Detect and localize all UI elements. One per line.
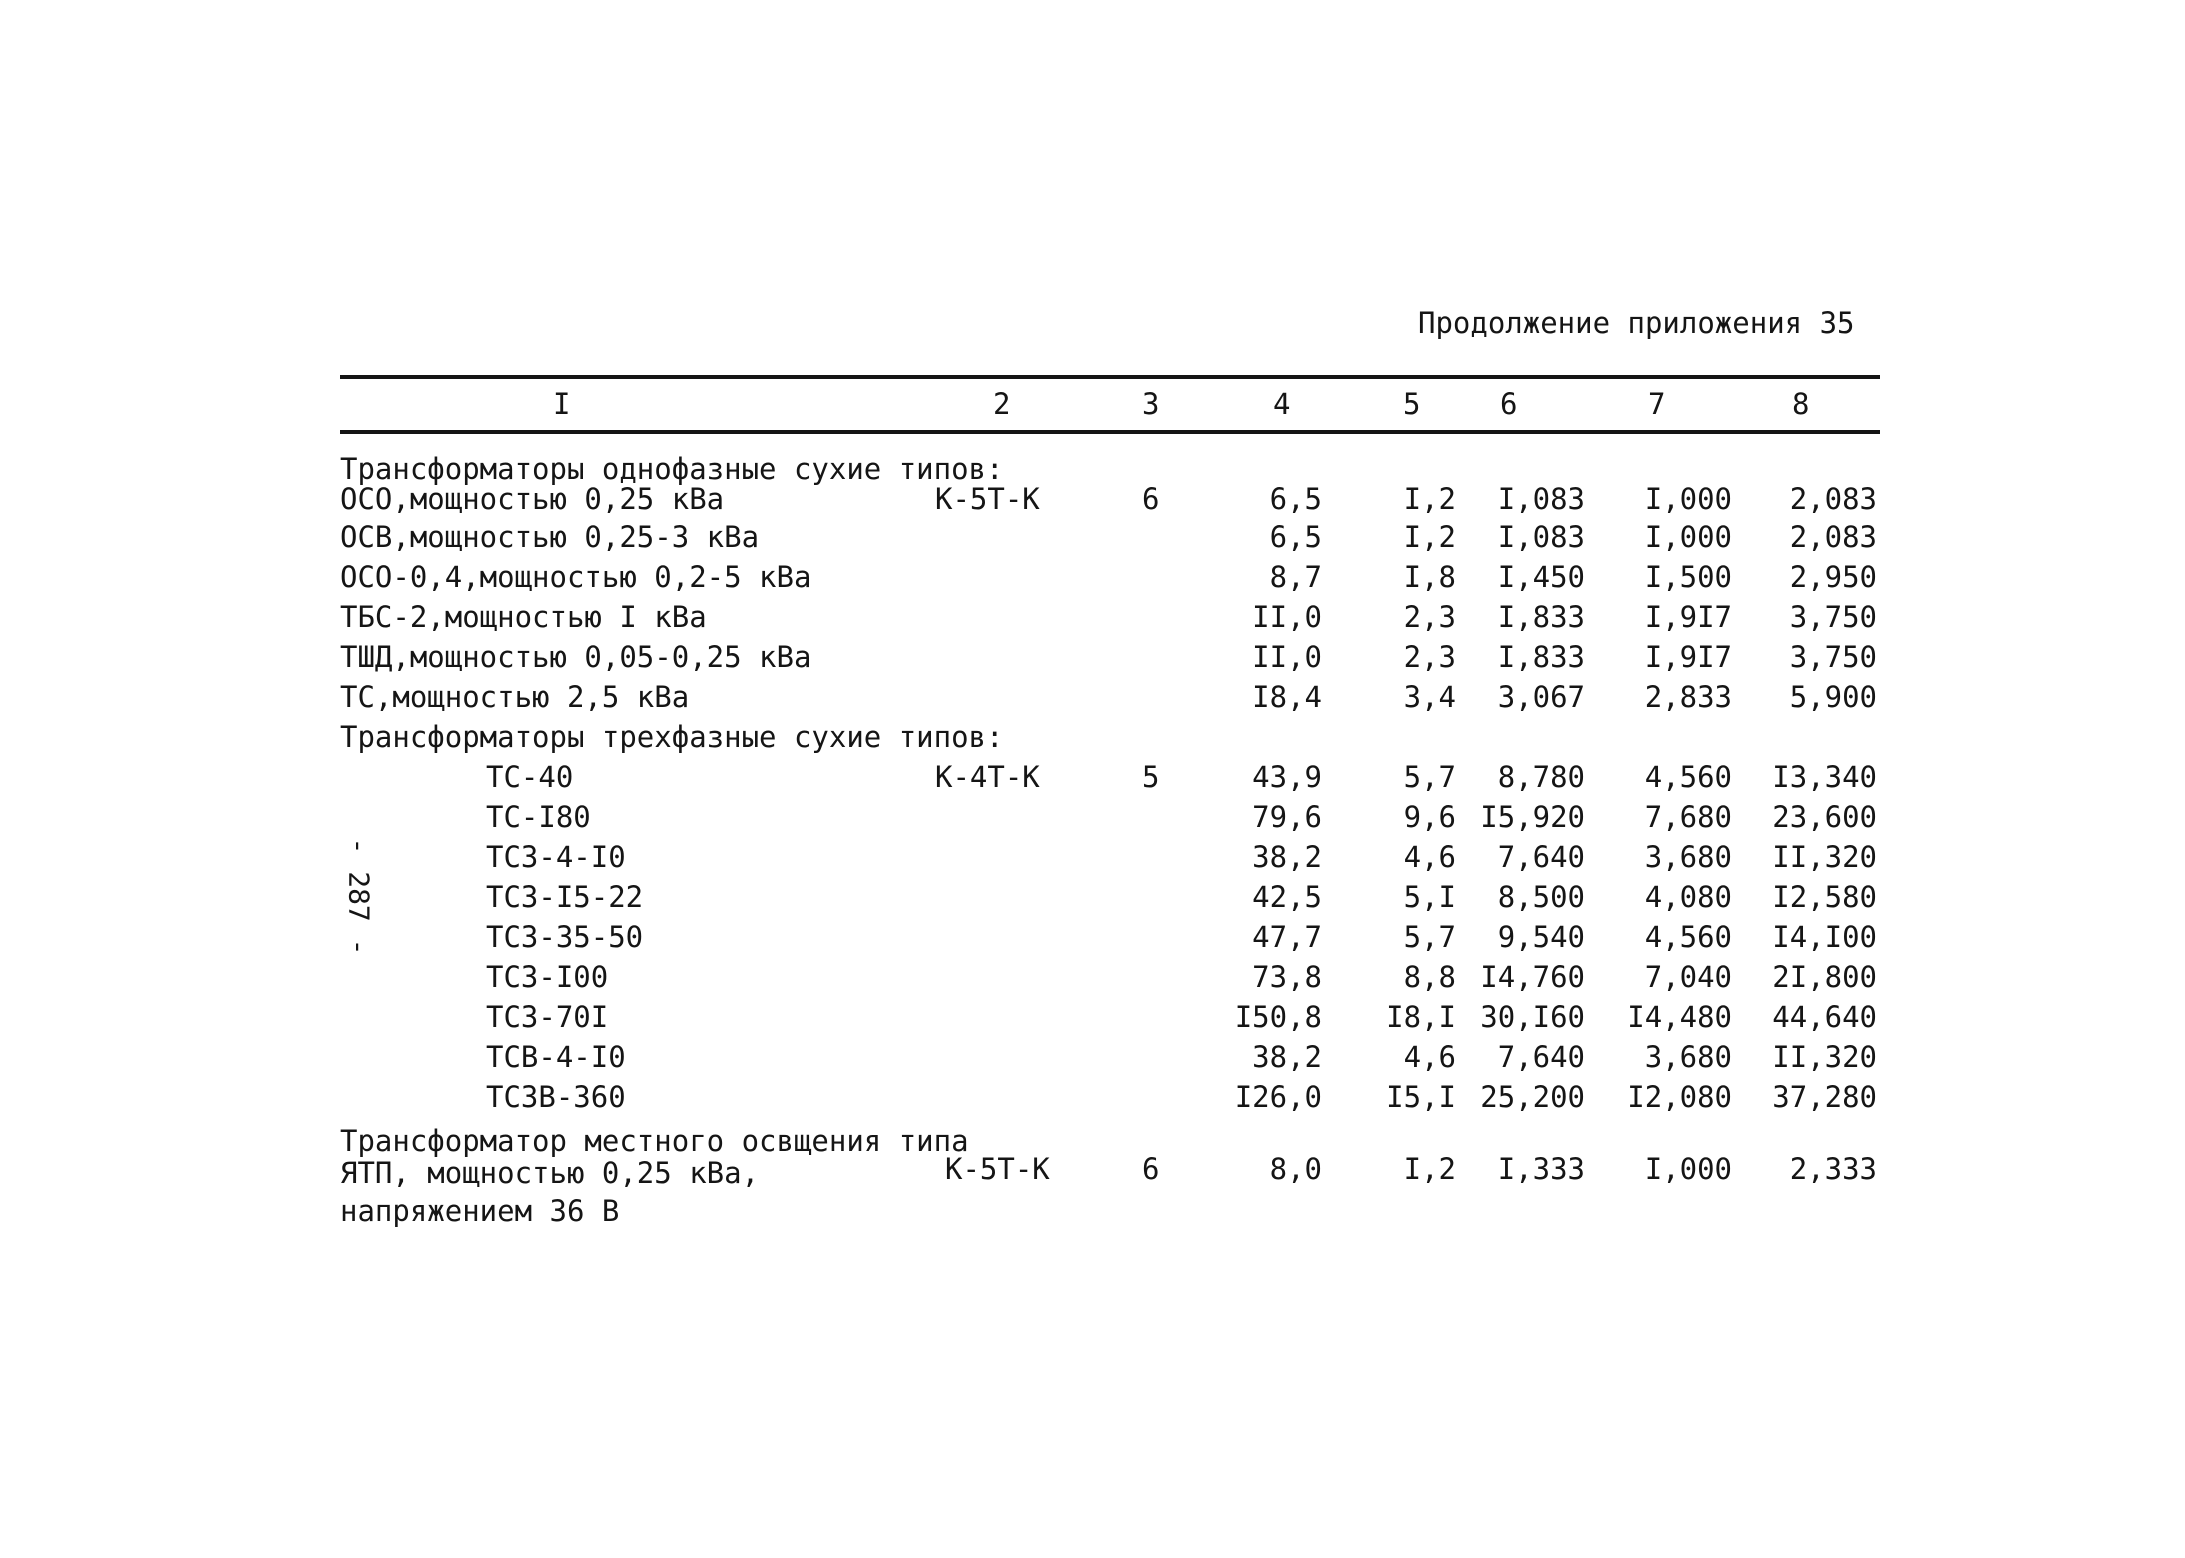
table-cell-c4: 43,9 [1252, 760, 1322, 794]
page-header: Продолжение приложения 35 [1418, 306, 1855, 340]
table-cell-c5: I,2 [1403, 482, 1456, 516]
table-cell-c4: 8,7 [1269, 560, 1322, 594]
table-cell-c8: I2,580 [1772, 880, 1877, 914]
table-cell-c7: 3,680 [1644, 1040, 1732, 1074]
table-cell-c7: I,000 [1644, 482, 1732, 516]
table-row-name: ТСЗ-I5-22 [486, 880, 644, 914]
table-row-name: Трансформаторы трехфазные сухие типов: [340, 720, 1004, 754]
table-cell-c7: I4,480 [1627, 1000, 1732, 1034]
table-cell-c6: 8,500 [1497, 880, 1585, 914]
last-row-line-3: напряжением 36 В [340, 1194, 620, 1228]
column-number-5: 5 [1403, 387, 1421, 421]
table-cell-c5: 2,3 [1403, 640, 1456, 674]
table-cell-c8: 5,900 [1789, 680, 1877, 714]
table-row-name: ТСЗ-35-50 [486, 920, 644, 954]
table-cell-c8: I4,I00 [1772, 920, 1877, 954]
column-number-2: 2 [993, 387, 1011, 421]
last-row-c6: I,333 [1497, 1152, 1585, 1186]
column-number-1: I [553, 387, 571, 421]
table-cell-c8: I3,340 [1772, 760, 1877, 794]
table-cell-c4: 38,2 [1252, 1040, 1322, 1074]
table-cell-c8: 2,083 [1789, 482, 1877, 516]
column-number-3: 3 [1142, 387, 1160, 421]
table-row-name: ОСО,мощностью 0,25 кВа [340, 482, 725, 516]
table-cell-c6: 9,540 [1497, 920, 1585, 954]
last-row-c4: 8,0 [1269, 1152, 1322, 1186]
table-cell-c8: 3,750 [1789, 640, 1877, 674]
column-number-7: 7 [1648, 387, 1666, 421]
last-row-c7: I,000 [1644, 1152, 1732, 1186]
table-cell-c5: 4,6 [1403, 1040, 1456, 1074]
table-row-name: ТБС-2,мощностью I кВа [340, 600, 707, 634]
table-cell-c6: 30,I60 [1480, 1000, 1585, 1034]
table-cell-c6: 25,200 [1480, 1080, 1585, 1114]
table-cell-c5: 5,7 [1403, 760, 1456, 794]
table-cell-c4: 42,5 [1252, 880, 1322, 914]
table-cell-c6: 3,067 [1497, 680, 1585, 714]
table-cell-c6: 8,780 [1497, 760, 1585, 794]
table-cell-c5: I,8 [1403, 560, 1456, 594]
table-head-rule [340, 430, 1880, 434]
table-cell-c6: I5,920 [1480, 800, 1585, 834]
table-top-rule [340, 375, 1880, 379]
table-cell-c5: I8,I [1386, 1000, 1456, 1034]
table-cell-c5: I,2 [1403, 520, 1456, 554]
table-row-name: ТСЗ-I00 [486, 960, 609, 994]
table-cell-c7: 3,680 [1644, 840, 1732, 874]
table-row-name: ОСВ,мощностью 0,25-3 кВа [340, 520, 760, 554]
table-row-name: Трансформаторы однофазные сухие типов: [340, 452, 1004, 486]
table-row-name: ТС,мощностью 2,5 кВа [340, 680, 690, 714]
table-cell-c4: I50,8 [1234, 1000, 1322, 1034]
table-cell-c7: I2,080 [1627, 1080, 1732, 1114]
table-cell-c8: 44,640 [1772, 1000, 1877, 1034]
table-cell-c7: 2,833 [1644, 680, 1732, 714]
table-cell-c6: 7,640 [1497, 840, 1585, 874]
table-cell-c6: 7,640 [1497, 1040, 1585, 1074]
table-cell-c5: 5,7 [1403, 920, 1456, 954]
table-cell-c7: I,9I7 [1644, 600, 1732, 634]
table-cell-c7: I,000 [1644, 520, 1732, 554]
table-cell-c5: 5,I [1403, 880, 1456, 914]
table-cell-c6: I,833 [1497, 640, 1585, 674]
table-cell-c6: I4,760 [1480, 960, 1585, 994]
table-cell-c6: I,083 [1497, 520, 1585, 554]
table-cell-c6: I,833 [1497, 600, 1585, 634]
table-cell-c7: 4,560 [1644, 760, 1732, 794]
table-row-name: ТСЗ-4-I0 [486, 840, 626, 874]
table-cell-c4: 6,5 [1269, 482, 1322, 516]
table-row-name: ТС-I80 [486, 800, 591, 834]
table-cell-c8: 2,950 [1789, 560, 1877, 594]
table-cell-c4: I8,4 [1252, 680, 1322, 714]
table-row-name: ТСВ-4-I0 [486, 1040, 626, 1074]
table-cell-c7: 4,560 [1644, 920, 1732, 954]
table-cell-c7: I,9I7 [1644, 640, 1732, 674]
table-cell-c5: I5,I [1386, 1080, 1456, 1114]
table-cell-c7: 7,680 [1644, 800, 1732, 834]
table-cell-c8: II,320 [1772, 1040, 1877, 1074]
table-cell-c6: I,083 [1497, 482, 1585, 516]
last-row-c3: 6 [1142, 1152, 1160, 1186]
last-row-c5: I,2 [1403, 1152, 1456, 1186]
table-cell-c2: К-4Т-К [935, 760, 1040, 794]
table-cell-c5: 3,4 [1403, 680, 1456, 714]
last-row-line-1: Трансформатор местного освщения типа [340, 1124, 969, 1158]
table-cell-c8: 23,600 [1772, 800, 1877, 834]
table-cell-c5: 4,6 [1403, 840, 1456, 874]
table-cell-c4: 47,7 [1252, 920, 1322, 954]
table-cell-c6: I,450 [1497, 560, 1585, 594]
table-cell-c4: I26,0 [1234, 1080, 1322, 1114]
page-number: - 287 - [342, 837, 376, 956]
last-row-c8: 2,333 [1789, 1152, 1877, 1186]
table-cell-c3: 5 [1142, 760, 1160, 794]
table-cell-c4: 73,8 [1252, 960, 1322, 994]
table-cell-c4: 79,6 [1252, 800, 1322, 834]
table-cell-c2: К-5Т-К [935, 482, 1040, 516]
table-cell-c3: 6 [1142, 482, 1160, 516]
last-row-line-2: ЯТП, мощностью 0,25 кВа, [340, 1156, 760, 1190]
table-row-name: ТСЗ-70I [486, 1000, 609, 1034]
table-row-name: ТС-40 [486, 760, 574, 794]
table-cell-c7: 7,040 [1644, 960, 1732, 994]
column-number-6: 6 [1500, 387, 1518, 421]
table-cell-c8: 3,750 [1789, 600, 1877, 634]
table-cell-c5: 9,6 [1403, 800, 1456, 834]
table-cell-c7: 4,080 [1644, 880, 1732, 914]
last-row-type: К-5Т-К [945, 1152, 1050, 1186]
table-row-name: ОСО-0,4,мощностью 0,2-5 кВа [340, 560, 812, 594]
table-cell-c4: 6,5 [1269, 520, 1322, 554]
table-cell-c7: I,500 [1644, 560, 1732, 594]
table-cell-c8: II,320 [1772, 840, 1877, 874]
table-row-name: ТСЗВ-360 [486, 1080, 626, 1114]
column-number-8: 8 [1792, 387, 1810, 421]
table-cell-c8: 2I,800 [1772, 960, 1877, 994]
table-cell-c5: 8,8 [1403, 960, 1456, 994]
table-cell-c4: II,0 [1252, 600, 1322, 634]
table-cell-c4: II,0 [1252, 640, 1322, 674]
table-cell-c5: 2,3 [1403, 600, 1456, 634]
table-row-name: ТШД,мощностью 0,05-0,25 кВа [340, 640, 812, 674]
table-cell-c8: 37,280 [1772, 1080, 1877, 1114]
column-number-4: 4 [1273, 387, 1291, 421]
table-cell-c4: 38,2 [1252, 840, 1322, 874]
table-cell-c8: 2,083 [1789, 520, 1877, 554]
